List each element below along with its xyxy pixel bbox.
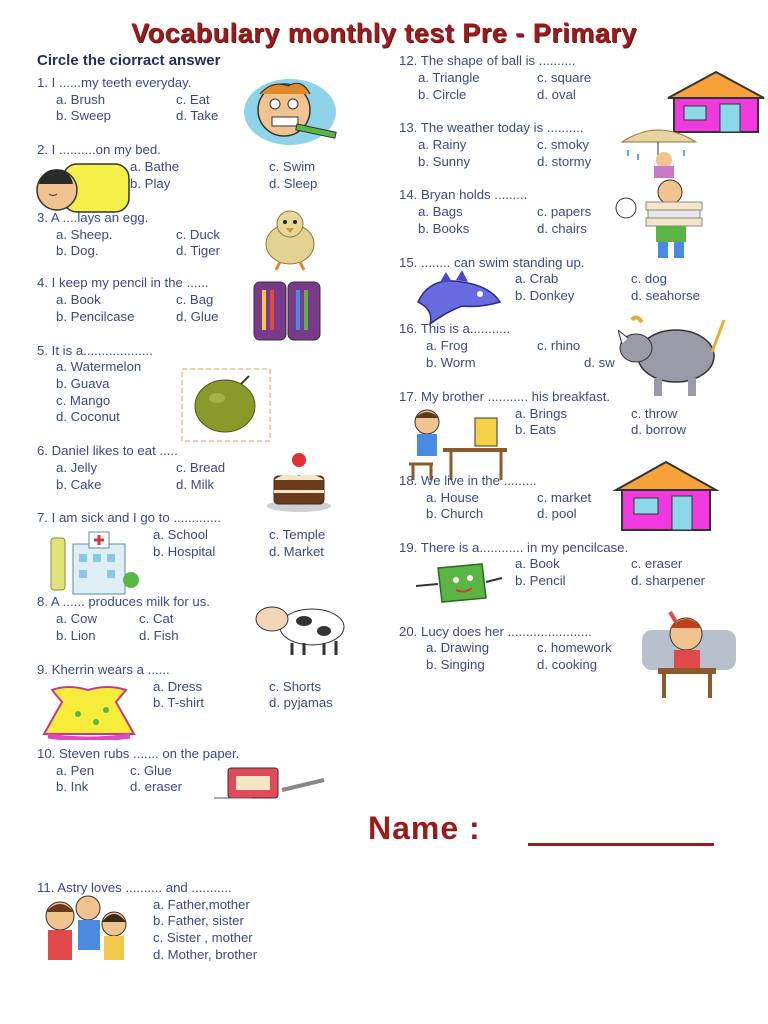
instruction: Circle the ciorract answer [37, 52, 221, 69]
option[interactable]: b. Singing [426, 657, 485, 672]
option[interactable]: a. Rainy [418, 137, 467, 152]
question-11: 11. Astry loves .......... and ........... [37, 880, 232, 895]
family-icon [38, 894, 138, 968]
option[interactable]: d. oval [537, 87, 576, 102]
rainy-weather-icon [618, 118, 700, 180]
option[interactable]: d. borrow [631, 422, 686, 437]
option[interactable]: c. eraser [631, 556, 683, 571]
option[interactable]: a. Crab [515, 271, 559, 286]
question-1: 1. I ......my teeth everyday. [37, 75, 192, 90]
option[interactable]: b. Pencilcase [56, 309, 135, 324]
question-6: 6. Daniel likes to eat ..... [37, 443, 178, 458]
option[interactable]: d. pyjamas [269, 695, 333, 710]
option[interactable]: c. Cat [139, 611, 174, 626]
option[interactable]: b. Ink [56, 779, 89, 794]
option[interactable]: d. cooking [537, 657, 598, 672]
option[interactable]: d. stormy [537, 154, 592, 169]
option[interactable]: a. Father,mother [153, 897, 250, 912]
option[interactable]: b. Donkey [515, 288, 575, 303]
option[interactable]: a. Pen [56, 763, 95, 778]
rhino-icon [618, 314, 728, 400]
hospital-icon [47, 530, 141, 600]
question-14: 14. Bryan holds ......... [399, 187, 528, 202]
option[interactable]: c. throw [631, 406, 678, 421]
question-19: 19. There is a............ in my pencilcase. [399, 540, 629, 555]
option[interactable]: a. Watermelon [56, 359, 142, 374]
question-12: 12. The shape of ball is .......... [399, 53, 576, 68]
option[interactable]: d. sharpener [631, 573, 706, 588]
option[interactable]: b. Lion [56, 628, 96, 643]
option[interactable]: a. Drawing [426, 640, 490, 655]
option[interactable]: c. Temple [269, 527, 326, 542]
house-icon [612, 460, 720, 532]
option[interactable]: a. School [153, 527, 208, 542]
option[interactable]: c. Eat [176, 92, 210, 107]
question-17: 17. My brother ........... his breakfast. [399, 389, 611, 404]
child-sleeping-icon [33, 160, 131, 216]
question-20: 20. Lucy does her ....................... [399, 624, 592, 639]
option[interactable]: b. Sweep [56, 108, 111, 123]
question-10: 10. Steven rubs ....... on the paper. [37, 746, 240, 761]
question-18: 18. We live in the ......... [399, 473, 537, 488]
option[interactable]: b. Circle [418, 87, 467, 102]
pencilcase-icon [248, 276, 326, 346]
option[interactable]: a. Brings [515, 406, 568, 421]
question-7: 7. I am sick and I go to ............. [37, 510, 221, 525]
question-16: 16. This is a........... [399, 321, 511, 336]
option[interactable]: a. Triangle [418, 70, 480, 85]
option[interactable]: c. Glue [130, 763, 172, 778]
option[interactable]: d. eraser [130, 779, 183, 794]
option[interactable]: b. Cake [56, 477, 102, 492]
question-15: 15. ........ can swim standing up. [399, 255, 585, 270]
option[interactable]: a. Sheep. [56, 227, 113, 242]
option[interactable]: d. Mother, brother [153, 947, 258, 962]
option[interactable]: c. Shorts [269, 679, 322, 694]
option[interactable]: b. Guava [56, 376, 110, 391]
option[interactable]: c. smoky [537, 137, 590, 152]
option[interactable]: d. Take [176, 108, 219, 123]
option[interactable]: c. Bread [176, 460, 226, 475]
sharpener-icon [412, 562, 504, 606]
option[interactable]: d. Tiger [176, 243, 220, 258]
boy-eating-breakfast-icon [403, 404, 509, 482]
option[interactable]: d. pool [537, 506, 577, 521]
question-3: 3. A ....lays an egg. [37, 210, 149, 225]
question-5: 5. It is a................... [37, 343, 153, 358]
option[interactable]: b. Eats [515, 422, 557, 437]
option[interactable]: c. Sister , mother [153, 930, 253, 945]
option[interactable]: d. sw [584, 355, 615, 370]
option[interactable]: d. seahorse [631, 288, 700, 303]
boy-brushing-teeth-icon [242, 72, 342, 148]
option[interactable]: c. Bag [176, 292, 214, 307]
option[interactable]: c. Swim [269, 159, 316, 174]
option[interactable]: b. Hospital [153, 544, 216, 559]
option[interactable]: b. T-shirt [153, 695, 205, 710]
cake-icon [264, 446, 334, 514]
question-8: 8. A ...... produces milk for us. [37, 594, 210, 609]
question-2: 2. I ..........on my bed. [37, 142, 161, 157]
option[interactable]: b. Play [130, 176, 171, 191]
name-input-line[interactable] [528, 843, 714, 846]
duck-icon [252, 206, 328, 272]
option[interactable]: b. Father, sister [153, 913, 244, 928]
option[interactable]: c. papers [537, 204, 592, 219]
option[interactable]: a. Book [515, 556, 560, 571]
option[interactable]: a. Book [56, 292, 101, 307]
option[interactable]: a. Brush [56, 92, 106, 107]
option[interactable]: a. Cow [56, 611, 98, 626]
option[interactable]: a. House [426, 490, 479, 505]
option[interactable]: c. market [537, 490, 592, 505]
option[interactable]: b. Dog. [56, 243, 99, 258]
guava-icon [181, 368, 271, 442]
option[interactable]: b. Books [418, 221, 470, 236]
option[interactable]: a. Dress [153, 679, 203, 694]
page-title: Vocabulary monthly test Pre - Primary [131, 18, 637, 48]
option[interactable]: a. Bathe [130, 159, 180, 174]
option[interactable]: c. Mango [56, 393, 111, 408]
question-9: 9. Kherrin wears a ...... [37, 662, 170, 677]
cow-icon [252, 597, 352, 659]
name-label: Name : [368, 810, 481, 846]
option[interactable]: b. Church [426, 506, 484, 521]
option[interactable]: c. rhino [537, 338, 581, 353]
option[interactable]: a. Jelly [56, 460, 98, 475]
option[interactable]: a. Frog [426, 338, 468, 353]
boy-holding-books-icon [612, 178, 728, 260]
option[interactable]: d. Milk [176, 477, 215, 492]
option[interactable]: c. square [537, 70, 592, 85]
option[interactable]: d. chairs [537, 221, 587, 236]
option[interactable]: d. Fish [139, 628, 179, 643]
question-4: 4. I keep my pencil in the ...... [37, 275, 209, 290]
option[interactable]: c. dog [631, 271, 667, 286]
option[interactable]: c. homework [537, 640, 612, 655]
option[interactable]: d. Market [269, 544, 324, 559]
option[interactable]: a. Bags [418, 204, 463, 219]
option[interactable]: b. Sunny [418, 154, 471, 169]
dress-icon [38, 680, 140, 740]
option[interactable]: d. Glue [176, 309, 219, 324]
option[interactable]: c. Duck [176, 227, 220, 242]
option[interactable]: b. Worm [426, 355, 476, 370]
girl-doing-homework-icon [640, 604, 738, 700]
option[interactable]: d. Sleep [269, 176, 318, 191]
question-13: 13. The weather today is .......... [399, 120, 584, 135]
option[interactable]: d. Coconut [56, 409, 120, 424]
eraser-icon [212, 762, 330, 806]
option[interactable]: b. Pencil [515, 573, 566, 588]
